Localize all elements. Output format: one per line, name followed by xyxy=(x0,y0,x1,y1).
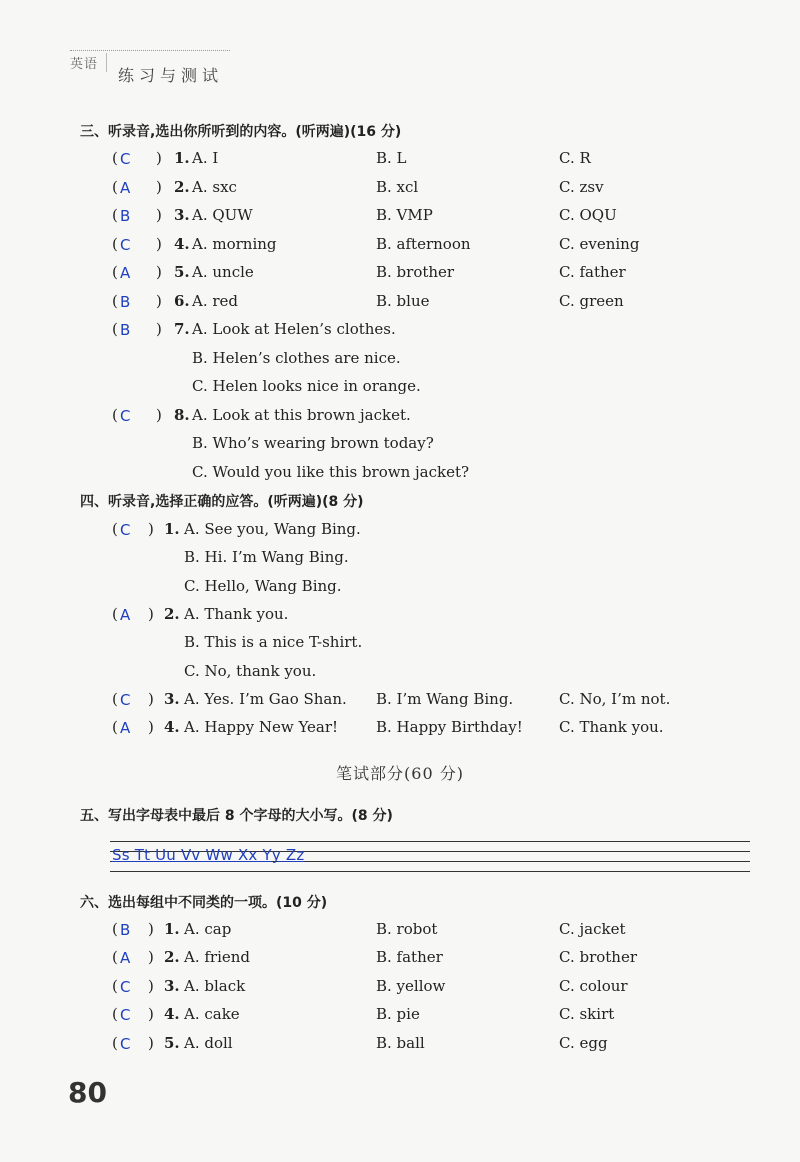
s3-q8-option-c: C. Would you like this brown jacket? xyxy=(192,463,470,481)
s6-q1-answer: B xyxy=(120,921,131,939)
s3-question-7 xyxy=(112,320,800,342)
s6-q1-option-c: C. jacket xyxy=(559,920,626,938)
s3-q3-answer: B xyxy=(120,207,131,225)
s4-q2-number: 2. xyxy=(164,605,180,623)
s3-q7-number: 7. xyxy=(174,320,190,338)
writing-line-1 xyxy=(110,841,750,842)
s4-q2-option-c-row xyxy=(184,662,800,684)
close-paren: ) xyxy=(148,605,154,623)
s3-q5-number: 5. xyxy=(174,263,190,281)
close-paren: ) xyxy=(148,977,154,995)
close-paren: ) xyxy=(156,263,162,281)
s3-q1-option-a: A. I xyxy=(192,149,219,167)
s6-q5-option-a: A. doll xyxy=(184,1034,233,1052)
open-paren: ( xyxy=(112,263,118,281)
s4-q1-answer: C xyxy=(120,521,131,539)
s6-question-3 xyxy=(112,977,800,999)
s3-q1-option-c: C. R xyxy=(559,149,591,167)
close-paren: ) xyxy=(148,718,154,736)
section5-heading: 五、写出字母表中最后 8 个字母的大小写。(8 分) xyxy=(80,808,393,824)
s3-q4-option-b: B. afternoon xyxy=(376,235,471,253)
s6-q3-option-a: A. black xyxy=(184,977,246,995)
close-paren: ) xyxy=(156,149,162,167)
s3-q4-option-c: C. evening xyxy=(559,235,640,253)
s3-q6-number: 6. xyxy=(174,292,190,310)
s3-q6-option-b: B. blue xyxy=(376,292,430,310)
s3-q6-option-c: C. green xyxy=(559,292,624,310)
s3-question-6 xyxy=(112,292,800,314)
s6-q2-number: 2. xyxy=(164,948,180,966)
open-paren: ( xyxy=(112,320,118,338)
open-paren: ( xyxy=(112,235,118,253)
close-paren: ) xyxy=(156,292,162,310)
s6-q5-number: 5. xyxy=(164,1034,180,1052)
close-paren: ) xyxy=(148,520,154,538)
open-paren: ( xyxy=(112,520,118,538)
open-paren: ( xyxy=(112,920,118,938)
section4-heading: 四、听录音,选择正确的应答。(听两遍)(8 分) xyxy=(80,494,364,510)
open-paren: ( xyxy=(112,149,118,167)
s4-q3-number: 3. xyxy=(164,690,180,708)
s3-q2-option-c: C. zsv xyxy=(559,178,604,196)
s4-q4-option-a: A. Happy New Year! xyxy=(184,718,339,736)
s4-q4-answer: A xyxy=(120,719,131,737)
close-paren: ) xyxy=(156,406,162,424)
s6-q1-option-b: B. robot xyxy=(376,920,438,938)
s4-question-3 xyxy=(112,690,800,712)
s3-q7-option-c: C. Helen looks nice in orange. xyxy=(192,377,421,395)
s6-q3-option-c: C. colour xyxy=(559,977,628,995)
open-paren: ( xyxy=(112,406,118,424)
s6-q1-option-a: A. cap xyxy=(184,920,232,938)
s6-q2-option-b: B. father xyxy=(376,948,443,966)
s6-q4-number: 4. xyxy=(164,1005,180,1023)
s4-q4-option-b: B. Happy Birthday! xyxy=(376,718,523,736)
s4-question-2 xyxy=(112,605,800,627)
s3-q7-option-c-row xyxy=(192,377,800,399)
s3-q4-answer: C xyxy=(120,236,131,254)
s6-q1-number: 1. xyxy=(164,920,180,938)
s3-q5-option-c: C. father xyxy=(559,263,626,281)
s6-q5-answer: C xyxy=(120,1035,131,1053)
s3-q7-option-b-row xyxy=(192,349,800,371)
s6-q5-option-c: C. egg xyxy=(559,1034,608,1052)
s4-q1-option-b-row xyxy=(184,548,800,570)
section6-heading: 六、选出每组中不同类的一项。(10 分) xyxy=(80,895,328,911)
s4-q1-option-a: A. See you, Wang Bing. xyxy=(184,520,361,538)
s4-q2-option-b-row xyxy=(184,633,800,655)
s3-q2-answer: A xyxy=(120,179,131,197)
s3-q8-option-c-row xyxy=(192,463,800,485)
s6-question-4 xyxy=(112,1005,800,1027)
s3-question-1 xyxy=(112,149,800,171)
s3-question-4 xyxy=(112,235,800,257)
s4-q1-option-c: C. Hello, Wang Bing. xyxy=(184,577,342,595)
s4-q2-option-c: C. No, thank you. xyxy=(184,662,317,680)
open-paren: ( xyxy=(112,292,118,310)
close-paren: ) xyxy=(156,178,162,196)
s3-q6-answer: B xyxy=(120,293,131,311)
open-paren: ( xyxy=(112,1034,118,1052)
s6-q4-option-b: B. pie xyxy=(376,1005,420,1023)
open-paren: ( xyxy=(112,977,118,995)
s6-q4-option-c: C. skirt xyxy=(559,1005,615,1023)
close-paren: ) xyxy=(148,948,154,966)
s4-q3-option-b: B. I’m Wang Bing. xyxy=(376,690,514,708)
s6-question-5 xyxy=(112,1034,800,1056)
open-paren: ( xyxy=(112,206,118,224)
s4-q3-option-a: A. Yes. I’m Gao Shan. xyxy=(184,690,347,708)
s3-q1-option-b: B. L xyxy=(376,149,407,167)
open-paren: ( xyxy=(112,605,118,623)
s3-q8-number: 8. xyxy=(174,406,190,424)
s3-q3-option-b: B. VMP xyxy=(376,206,433,224)
s4-q2-answer: A xyxy=(120,606,131,624)
s3-q4-option-a: A. morning xyxy=(192,235,277,253)
open-paren: ( xyxy=(112,178,118,196)
s3-q7-option-a: A. Look at Helen’s clothes. xyxy=(192,320,396,338)
s6-q3-number: 3. xyxy=(164,977,180,995)
s6-question-2 xyxy=(112,948,800,970)
s6-question-1 xyxy=(112,920,800,942)
s3-q7-option-b: B. Helen’s clothes are nice. xyxy=(192,349,401,367)
s3-question-2 xyxy=(112,178,800,200)
s3-q8-option-a: A. Look at this brown jacket. xyxy=(192,406,411,424)
s4-q1-option-b: B. Hi. I’m Wang Bing. xyxy=(184,548,349,566)
s4-q2-option-b: B. This is a nice T-shirt. xyxy=(184,633,363,651)
close-paren: ) xyxy=(156,320,162,338)
close-paren: ) xyxy=(148,1005,154,1023)
page-number: 80 xyxy=(68,1076,107,1109)
open-paren: ( xyxy=(112,718,118,736)
s4-question-1 xyxy=(112,520,800,542)
s3-q5-answer: A xyxy=(120,264,131,282)
s4-q1-option-c-row xyxy=(184,577,800,599)
s3-q8-option-b: B. Who’s wearing brown today? xyxy=(192,434,434,452)
close-paren: ) xyxy=(156,235,162,253)
written-part-title: 笔试部分(60 分) xyxy=(336,764,464,783)
s3-q1-answer: C xyxy=(120,150,131,168)
s3-q8-option-b-row xyxy=(192,434,800,456)
close-paren: ) xyxy=(148,1034,154,1052)
close-paren: ) xyxy=(148,690,154,708)
s6-q3-option-b: B. yellow xyxy=(376,977,446,995)
header-title: 练习与测试 xyxy=(118,66,224,85)
header-subject: 英语 xyxy=(70,53,107,72)
s6-q2-option-c: C. brother xyxy=(559,948,638,966)
s4-question-4 xyxy=(112,718,800,740)
s3-q5-option-b: B. brother xyxy=(376,263,455,281)
s6-q2-answer: A xyxy=(120,949,131,967)
s3-q6-option-a: A. red xyxy=(192,292,239,310)
s6-q4-answer: C xyxy=(120,1006,131,1024)
s3-q5-option-a: A. uncle xyxy=(192,263,254,281)
s4-q3-option-c: C. No, I’m not. xyxy=(559,690,671,708)
s3-q3-option-c: C. OQU xyxy=(559,206,617,224)
s3-q2-option-b: B. xcl xyxy=(376,178,419,196)
s3-q3-option-a: A. QUW xyxy=(192,206,253,224)
s3-question-8 xyxy=(112,406,800,428)
s3-q2-number: 2. xyxy=(174,178,190,196)
s6-q5-option-b: B. ball xyxy=(376,1034,425,1052)
s3-q7-answer: B xyxy=(120,321,131,339)
s3-q2-option-a: A. sxc xyxy=(192,178,237,196)
s3-q4-number: 4. xyxy=(174,235,190,253)
close-paren: ) xyxy=(148,920,154,938)
open-paren: ( xyxy=(112,690,118,708)
s6-q2-option-a: A. friend xyxy=(184,948,251,966)
header-dotted-line xyxy=(70,50,230,51)
s6-q4-option-a: A. cake xyxy=(184,1005,240,1023)
s4-q4-number: 4. xyxy=(164,718,180,736)
s3-question-3 xyxy=(112,206,800,228)
s5-handwritten-answer: Ss Tt Uu Vv Ww Xx Yy Zz xyxy=(112,846,305,864)
open-paren: ( xyxy=(112,948,118,966)
s3-q1-number: 1. xyxy=(174,149,190,167)
writing-line-4 xyxy=(110,871,750,872)
s3-q3-number: 3. xyxy=(174,206,190,224)
close-paren: ) xyxy=(156,206,162,224)
s3-q8-answer: C xyxy=(120,407,131,425)
section3-heading: 三、听录音,选出你所听到的内容。(听两遍)(16 分) xyxy=(80,124,402,140)
s4-q2-option-a: A. Thank you. xyxy=(184,605,289,623)
s4-q4-option-c: C. Thank you. xyxy=(559,718,664,736)
open-paren: ( xyxy=(112,1005,118,1023)
s4-q3-answer: C xyxy=(120,691,131,709)
s4-q1-number: 1. xyxy=(164,520,180,538)
s3-question-5 xyxy=(112,263,800,285)
s6-q3-answer: C xyxy=(120,978,131,996)
